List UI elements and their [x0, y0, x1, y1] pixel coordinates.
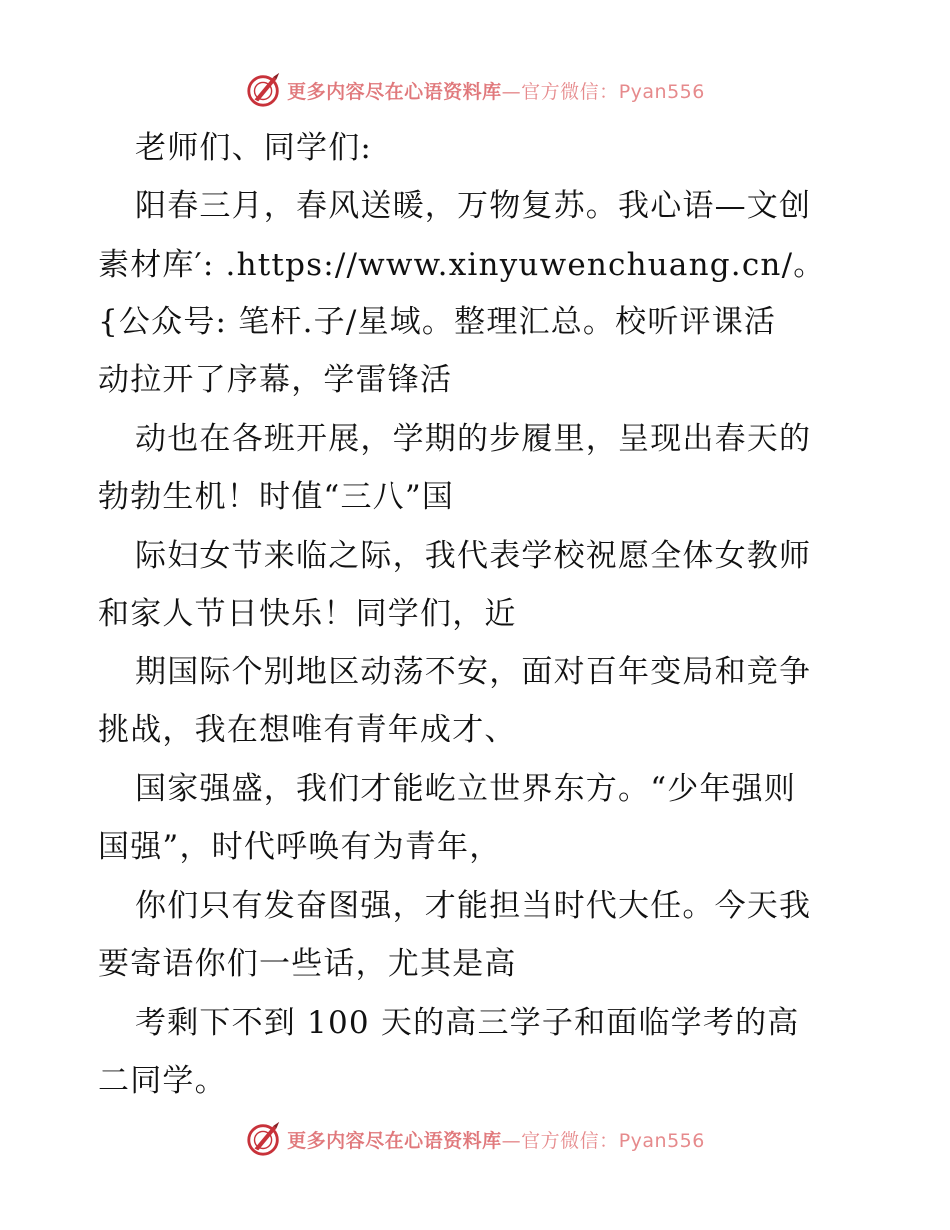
text-line: 期国际个别地区动荡不安，面对百年变局和竞争	[135, 654, 812, 690]
text-line: 和家人节日快乐！同学们，近	[98, 596, 517, 632]
header-banner-text	[287, 77, 705, 104]
text-line: 国强”，时代呼唤有为青年，	[98, 829, 502, 865]
text-line: 动也在各班开展，学期的步履里，呈现出春天的	[135, 421, 812, 457]
text-line: 二同学。	[98, 1063, 227, 1099]
text-line: 际妇女节来临之际，我代表学校祝愿全体女教师	[135, 538, 812, 574]
quill-pen-logo-icon	[245, 71, 283, 109]
header-banner	[0, 68, 950, 112]
banner-site-name: 更多内容尽在心语资料库	[287, 80, 502, 103]
text-line: 素材库′: .https://www.xinyuwenchuang.cn/。	[98, 247, 826, 283]
text-line: 国家强盛，我们才能屹立世界东方。“少年强则	[135, 771, 797, 807]
footer-banner	[0, 1117, 950, 1161]
text-line: {公众号: 笔杆.子/星域。整理汇总。校听评课活	[98, 304, 777, 340]
banner-wechat-label: 官方微信：	[521, 1129, 619, 1152]
banner-site-name: 更多内容尽在心语资料库	[287, 1129, 502, 1152]
banner-wechat-id: Pyan556	[618, 80, 705, 103]
banner-wechat-label: 官方微信：	[521, 80, 619, 103]
text-line: 动拉开了序幕，学雷锋活	[98, 362, 453, 398]
text-line: 挑战，我在想唯有青年成才、	[98, 712, 517, 748]
banner-wechat-id: Pyan556	[618, 1129, 705, 1152]
text-line: 考剩下不到 100 天的高三学子和面临学考的高	[135, 1005, 800, 1041]
text-line: 阳春三月，春风送暖，万物复苏。我心语—文创	[135, 188, 812, 224]
text-line: 要寄语你们一些话，尤其是高	[98, 946, 517, 982]
text-line: 勃勃生机！时值“三八”国	[98, 479, 455, 515]
banner-dash: —	[501, 1129, 522, 1152]
quill-pen-logo-icon	[245, 1120, 283, 1158]
banner-dash: —	[501, 80, 522, 103]
text-line: 你们只有发奋图强，才能担当时代大任。今天我	[135, 888, 812, 924]
text-line: 老师们、同学们:	[135, 130, 373, 166]
footer-banner-text	[287, 1126, 705, 1153]
